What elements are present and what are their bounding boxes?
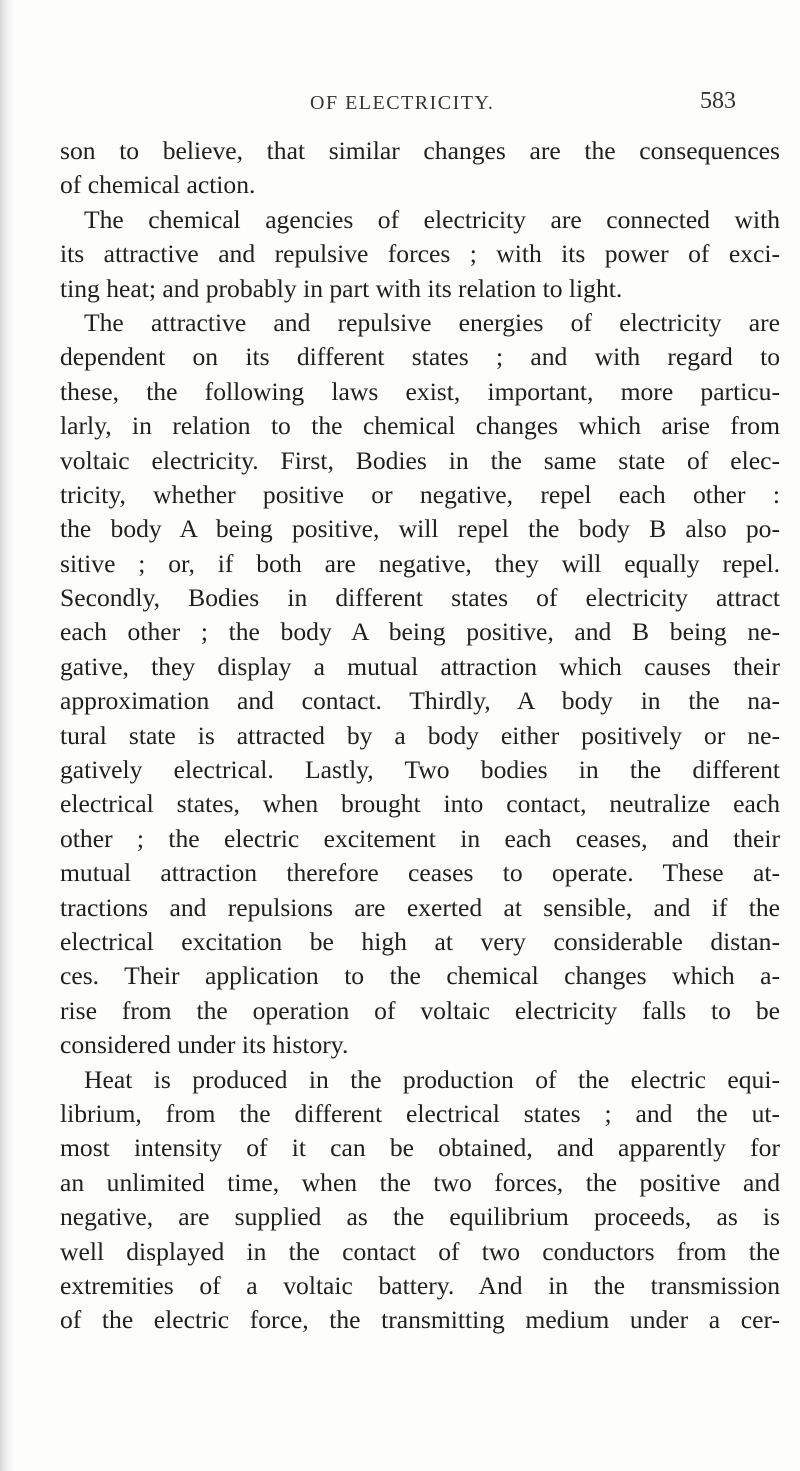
text-line: The chemical agencies of electricity are connected with	[84, 204, 780, 234]
text-line: an unlimited time, when the two forces, the positive and	[60, 1167, 780, 1197]
text-line: most intensity of it can be obtained, and apparently for	[60, 1133, 780, 1163]
text-line: The attractive and repulsive energies of electricity are	[84, 307, 780, 337]
text-line: sitive ; or, if both are negative, they will equally repel.	[60, 548, 780, 578]
text-line: electrical excitation be high at very considerable distan-	[60, 926, 780, 956]
text-line: other ; the electric excitement in each ceases, and their	[60, 823, 780, 853]
text-line: negative, are supplied as the equilibrium proceeds, as is	[60, 1202, 780, 1232]
text-line: ces. Their application to the chemical changes which a-	[60, 961, 780, 991]
text-line: tractions and repulsions are exerted at sensible, and if the	[60, 892, 780, 922]
text-line: Secondly, Bodies in different states of electricity attract	[60, 583, 780, 613]
text-line: ting heat; and probably in part with its relation to light.	[60, 273, 623, 303]
text-line: voltaic electricity. First, Bodies in the same state of elec-	[60, 445, 780, 475]
text-line: librium, from the different electrical states ; and the ut-	[60, 1098, 780, 1128]
running-head	[0, 88, 800, 122]
text-line: its attractive and repulsive forces ; with its power of exci-	[60, 239, 780, 269]
text-line: the body A being positive, will repel the body B also po-	[60, 514, 780, 544]
text-line: extremities of a voltaic battery. And in the transmission	[60, 1270, 780, 1300]
text-line: of chemical action.	[60, 170, 256, 200]
text-line: considered under its history.	[60, 1030, 349, 1060]
text-line: dependent on its different states ; and with regard to	[60, 342, 780, 372]
text-line: well displayed in the contact of two conductors from the	[60, 1236, 780, 1266]
page-gutter-shadow	[0, 0, 14, 1471]
text-line: of the electric force, the transmitting medium under a cer-	[60, 1305, 780, 1335]
text-line: son to believe, that similar changes are the consequences	[60, 136, 780, 165]
text-line: Heat is produced in the production of the electric equi-	[84, 1064, 780, 1094]
text-line: larly, in relation to the chemical changes which arise from	[60, 411, 780, 441]
text-line: gative, they display a mutual attraction which causes their	[60, 651, 780, 681]
body-text	[60, 134, 780, 1364]
text-line: tricity, whether positive or negative, repel each other :	[60, 479, 780, 509]
text-line: these, the following laws exist, important, more particu-	[60, 376, 780, 406]
text-line: gatively electrical. Lastly, Two bodies in the different	[60, 755, 780, 785]
page-number: 583	[700, 88, 736, 114]
text-line: mutual attraction therefore ceases to operate. These at-	[60, 858, 780, 888]
text-line: each other ; the body A being positive, and B being ne-	[60, 617, 780, 647]
running-title: OF ELECTRICITY.	[310, 92, 495, 114]
text-line: electrical states, when brought into contact, neutralize each	[60, 789, 780, 819]
text-line: rise from the operation of voltaic electricity falls to be	[60, 995, 780, 1025]
text-line: tural state is attracted by a body either positively or ne-	[60, 720, 780, 750]
text-line: approximation and contact. Thirdly, A body in the na-	[60, 686, 780, 716]
